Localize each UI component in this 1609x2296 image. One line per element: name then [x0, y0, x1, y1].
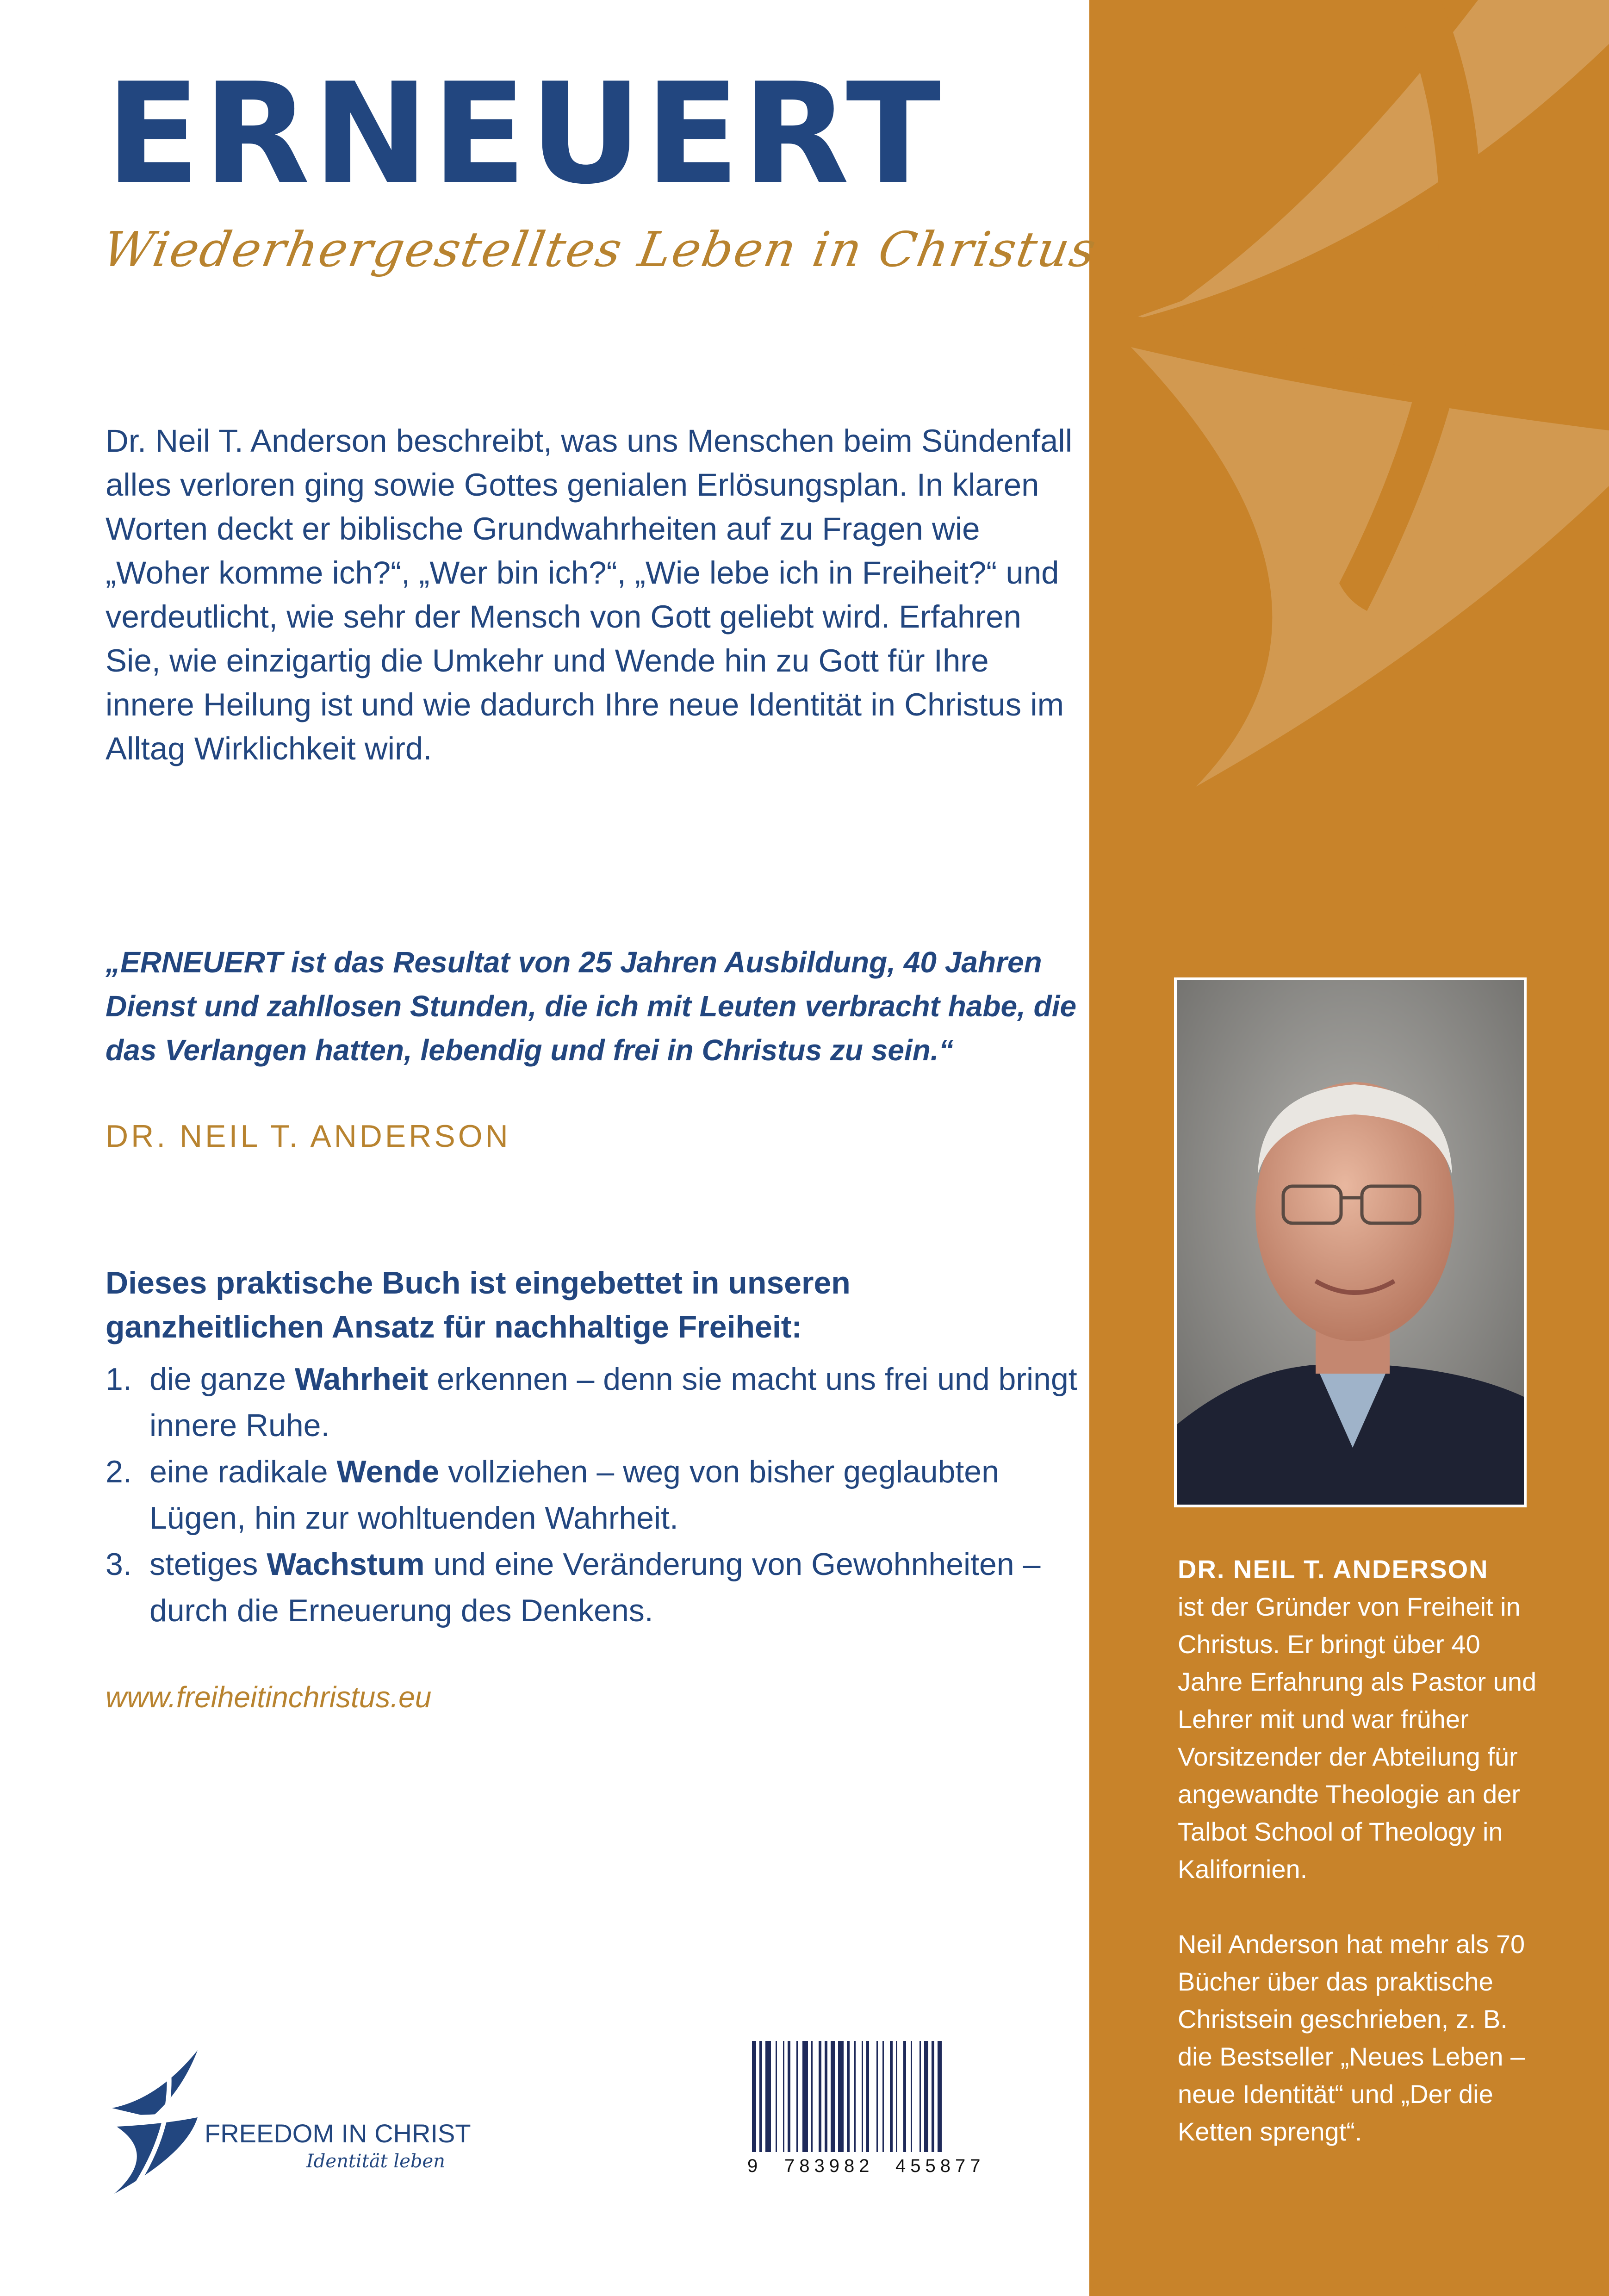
- barcode-bar: [819, 2041, 821, 2152]
- barcode-bar: [776, 2041, 777, 2152]
- barcode-bar: [938, 2041, 942, 2152]
- barcode-group-1: 783982: [784, 2156, 874, 2176]
- barcode-bar: [765, 2041, 771, 2152]
- barcode-bar: [802, 2041, 808, 2152]
- barcode-bar: [752, 2041, 756, 2152]
- approach-step: [106, 1449, 1077, 1541]
- step-keyword: Wachstum: [267, 1547, 425, 1582]
- barcode-bar: [811, 2041, 813, 2152]
- approach-step: [106, 1356, 1077, 1449]
- description-paragraph: Dr. Neil T. Anderson beschreibt, was uns Menschen beim Sündenfall alles verloren ging sowie Gottes genialen Erlösungsplan. In klaren Worten deckt er biblische Grundwahrheiten auf zu Fragen wie „Woher komme ich?“, „Wer bin ich?“, „Wie lebe ich in Freiheit?“ und verdeutlicht, wie sehr der Mensch von Gott geliebt wird. Erfahren Sie, wie einzigartig die Umkehr und Wende hin zu Gott für Ihre innere Heilung ist und wie dadurch Ihre neue Identität in Christus im Alltag Wirklichkeit wird.: [106, 423, 1073, 766]
- author-portrait-image: [1177, 980, 1524, 1505]
- freedom-in-christ-logo: [107, 2048, 538, 2196]
- approach-step: [106, 1541, 1077, 1634]
- step-text-pre: die ganze: [149, 1362, 286, 1397]
- author-quote: „ERNEUERT ist das Resultat von 25 Jahren Ausbildung, 40 Jahren Dienst und zahllosen Stunden, die ich mit Leuten verbracht habe, die das Verlangen hatten, lebendig und frei in Christus zu sein.“: [106, 946, 1077, 1067]
- book-title: ERNEUERT: [106, 53, 944, 215]
- barcode-bar: [866, 2041, 869, 2152]
- barcode-digits: [747, 2156, 997, 2184]
- quote-attribution: DR. NEIL T. ANDERSON: [106, 1119, 511, 1154]
- approach-steps: [106, 1356, 1077, 1634]
- step-text-post: und eine Veränderung von Gewohnheiten – durch die Erneuerung des Denkens.: [149, 1547, 1041, 1628]
- barcode-bar: [890, 2041, 893, 2152]
- barcode-bar: [882, 2041, 884, 2152]
- step-number: 1.: [106, 1362, 132, 1397]
- barcode-bar: [896, 2041, 897, 2152]
- bio-author-name: DR. NEIL T. ANDERSON: [1178, 1555, 1489, 1584]
- step-number: 3.: [106, 1547, 132, 1582]
- step-number: 2.: [106, 1454, 132, 1489]
- bio-paragraph: Neil Anderson hat mehr als 70 Bücher über das praktische Christsein geschrieben, z. B. die Bestseller „Neues Leben – neue Identität“ und „Der die Ketten sprengt“.: [1178, 1929, 1525, 2146]
- approach-intro: Dieses praktische Buch ist eingebettet in unseren ganzheitlichen Ansatz für nachhaltige Freiheit:: [106, 1265, 851, 1344]
- barcode-bar: [854, 2041, 856, 2152]
- barcode-bar: [911, 2041, 912, 2152]
- barcode-bar: [825, 2041, 827, 2152]
- barcode-bar: [919, 2041, 921, 2152]
- logo-wordmark: FREEDOM IN CHRIST: [205, 2119, 471, 2148]
- barcode-bars: [747, 2041, 997, 2157]
- barcode-bar: [838, 2041, 844, 2152]
- step-text-pre: eine radikale: [149, 1454, 328, 1489]
- step-text-pre: stetiges: [149, 1547, 258, 1582]
- step-keyword: Wende: [336, 1454, 440, 1489]
- website-link[interactable]: www.freiheitinchristus.eu: [106, 1680, 432, 1714]
- book-subtitle: Wiederhergestelltes Leben in Christus: [99, 221, 1101, 278]
- barcode-bar: [924, 2041, 928, 2152]
- barcode-bar: [847, 2041, 850, 2152]
- barcode-bar: [903, 2041, 906, 2152]
- step-keyword: Wahrheit: [294, 1362, 429, 1397]
- logo-tagline: Identität leben: [306, 2151, 445, 2172]
- bio-spacer: [1178, 1888, 1548, 1925]
- barcode-bar: [932, 2041, 934, 2152]
- barcode-bar: [759, 2041, 762, 2152]
- sail-cross-watermark-icon: [1089, 0, 1609, 810]
- barcode-lead-digit: 9: [747, 2156, 758, 2176]
- barcode-bar: [796, 2041, 798, 2152]
- author-photo: [1174, 977, 1527, 1507]
- barcode-bar: [876, 2041, 878, 2152]
- barcode-bar: [788, 2041, 790, 2152]
- sail-cross-icon: [107, 2048, 200, 2196]
- bio-paragraph: ist der Gründer von Freiheit in Christus. Er bringt über 40 Jahre Erfahrung als Pastor und Lehrer mit und war früher Vorsitzender der Abteilung für angewandte Theologie an der Talbot School of Theology in Kalifornien.: [1178, 1592, 1537, 1884]
- author-bio: [1178, 1550, 1548, 2150]
- step-text-post: erkennen – denn sie macht uns frei und bringt innere Ruhe.: [149, 1362, 1077, 1443]
- barcode-group-2: 455877: [895, 2156, 985, 2176]
- barcode-bar: [831, 2041, 835, 2152]
- barcode-bar: [862, 2041, 863, 2152]
- step-text-post: vollziehen – weg von bisher geglaubten Lügen, hin zur wohltuenden Wahrheit.: [149, 1454, 999, 1536]
- barcode-bar: [783, 2041, 784, 2152]
- isbn-barcode: [747, 2041, 997, 2184]
